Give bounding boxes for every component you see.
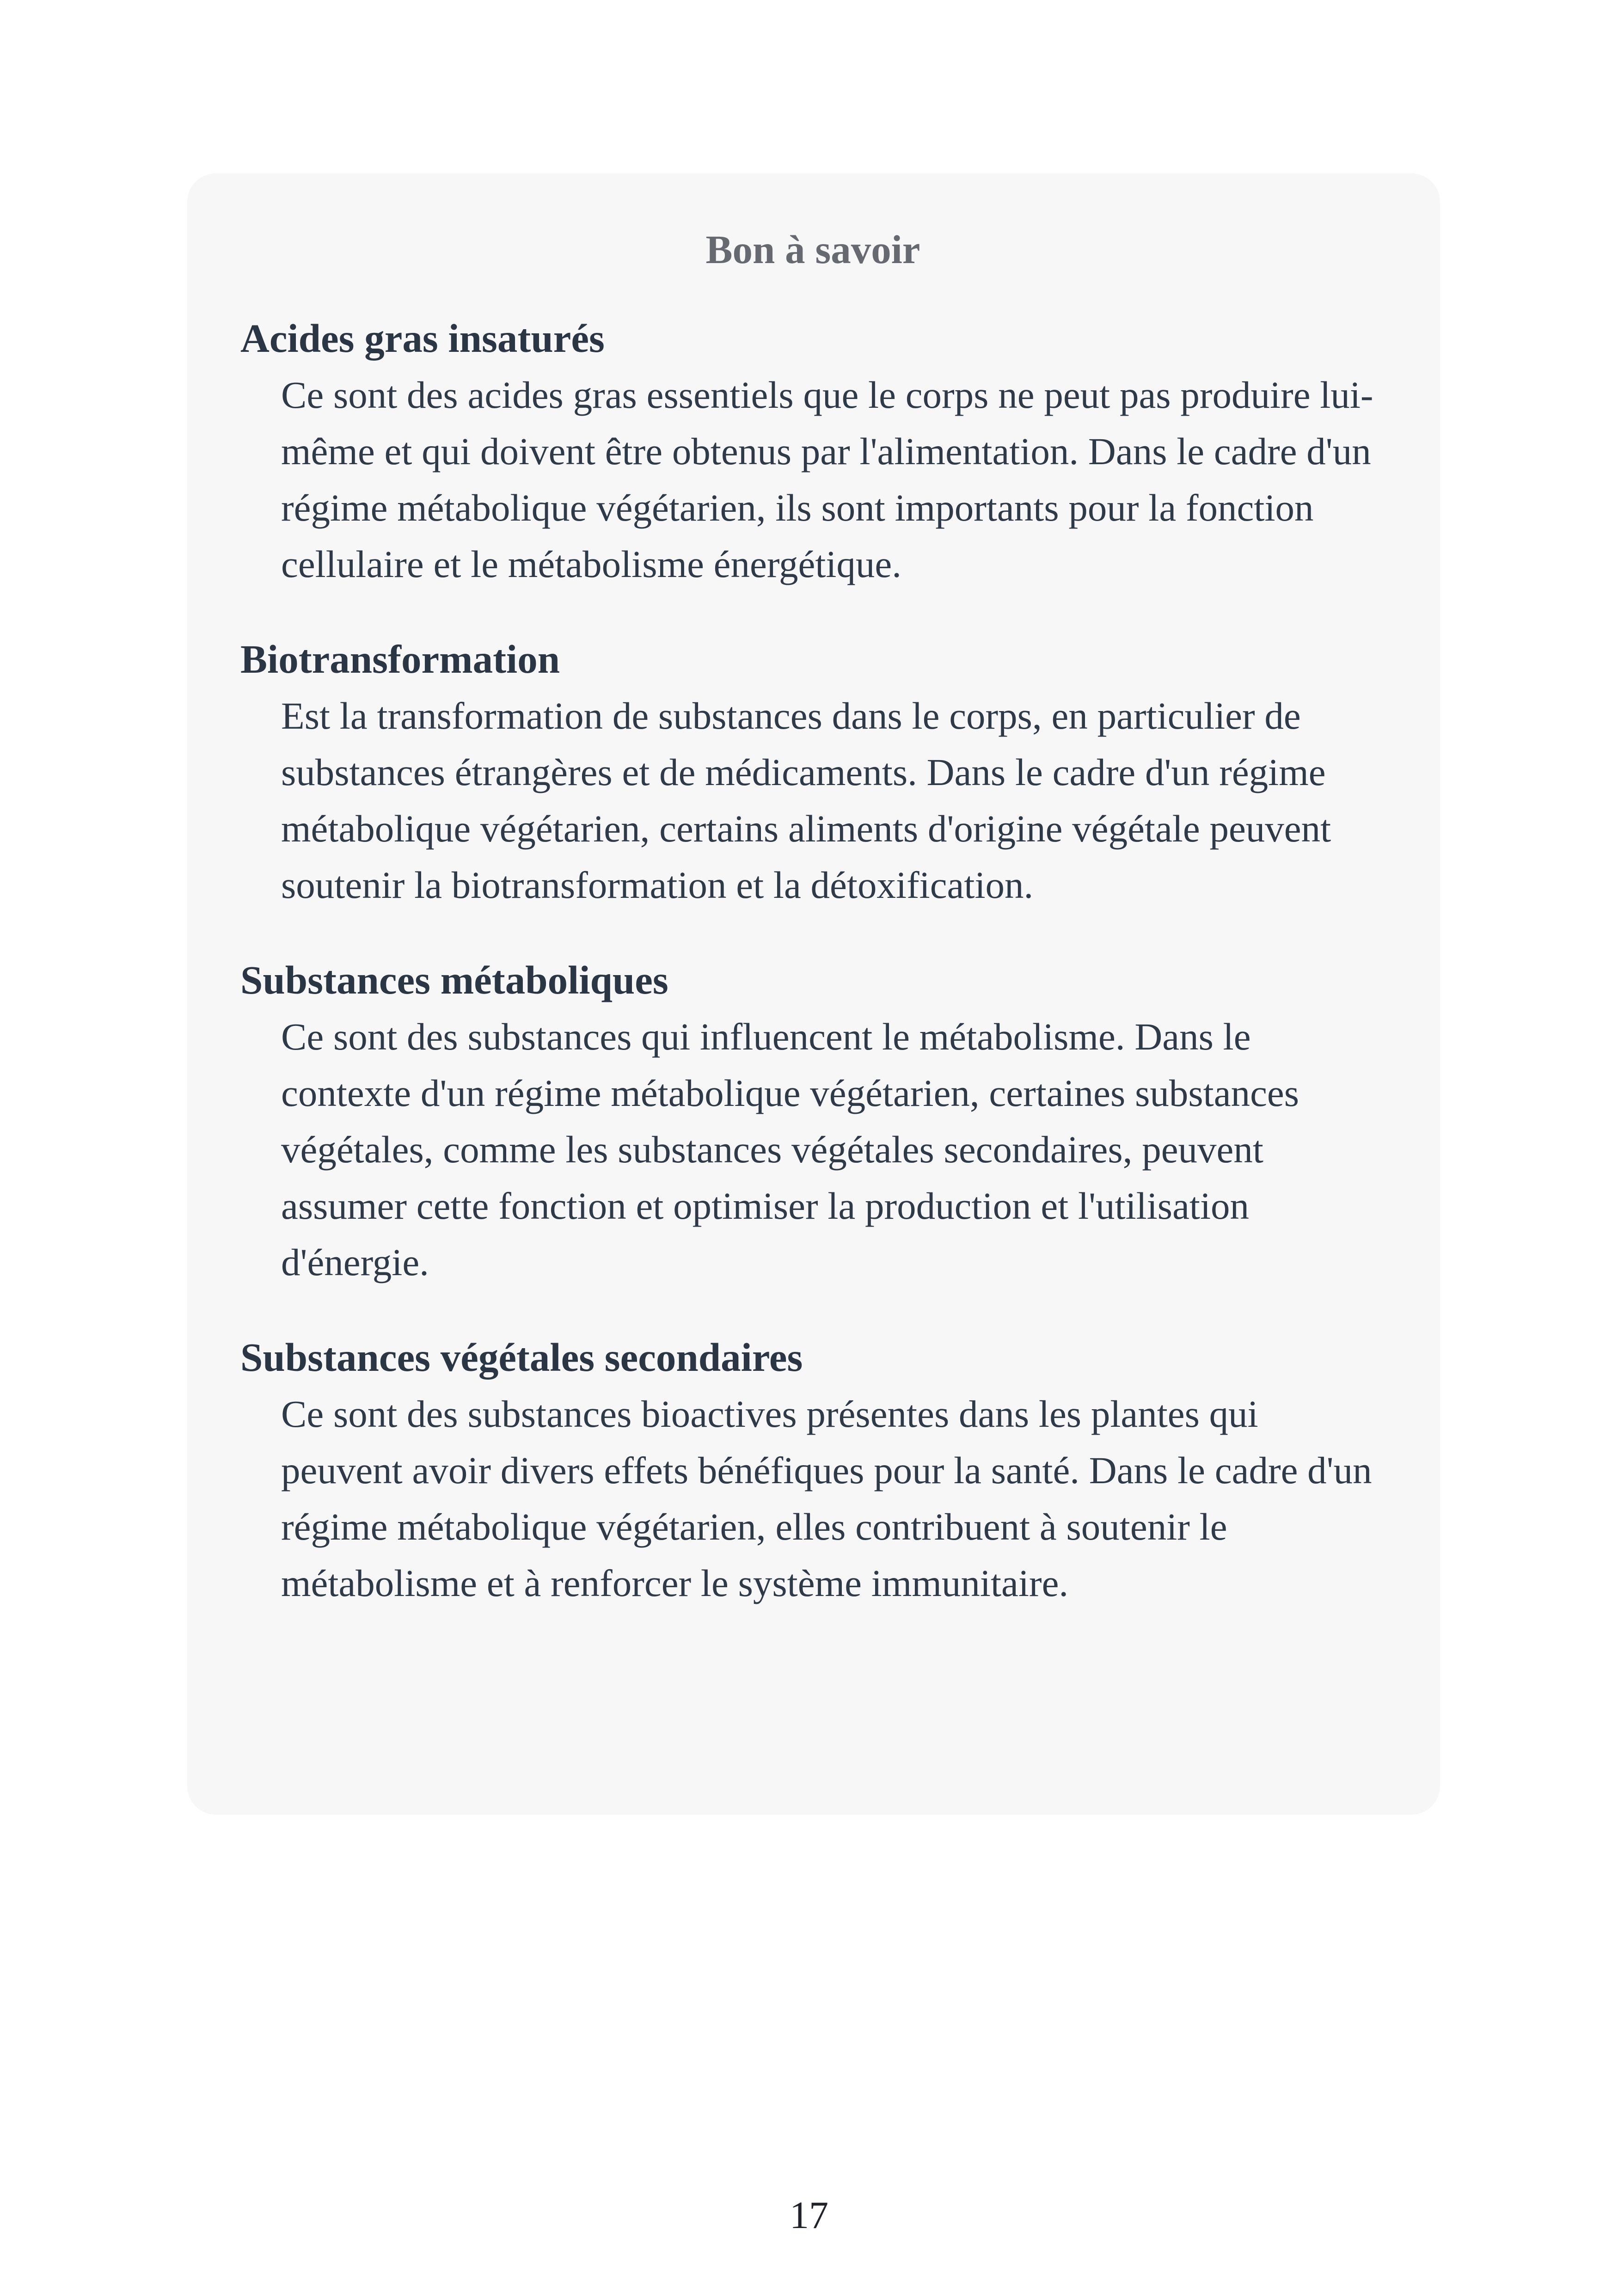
- glossary-term: Acides gras insaturés: [240, 316, 605, 361]
- glossary-entry: [240, 955, 1385, 1290]
- glossary-term: Biotransformation: [240, 637, 560, 681]
- glossary-definition: Est la transformation de substances dans le corps, en particulier de substances étrangères et de médicaments. Dans le cadre d'un régime métabolique végétarien, certains aliments d'origine végétale peuvent soutenir la biotransformation et la détoxification.: [281, 694, 1331, 906]
- info-box-title: Bon à savoir: [705, 227, 920, 272]
- glossary-entry: [240, 1332, 1385, 1611]
- glossary-definition: Ce sont des acides gras essentiels que le corps ne peut pas produire lui-même et qui doivent être obtenus par l'alimentation. Dans le cadre d'un régime métabolique végétarien, ils sont importants pour la fonction cellulaire et le métabolisme énergétique.: [281, 374, 1373, 585]
- glossary-definition: Ce sont des substances bioactives présentes dans les plantes qui peuvent avoir divers effets bénéfiques pour la santé. Dans le cadre d'un régime métabolique végétarien, elles contribuent à soutenir le métabolisme et à renforcer le système immunitaire.: [281, 1393, 1372, 1604]
- glossary-term: Substances végétales secondaires: [240, 1335, 803, 1380]
- glossary-entry: [240, 634, 1385, 913]
- info-box: [187, 173, 1440, 1815]
- glossary-entry: [240, 313, 1385, 592]
- glossary-definition: Ce sont des substances qui influencent le métabolisme. Dans le contexte d'un régime métabolique végétarien, certaines substances végétales, comme les substances végétales secondaires, peuvent assumer cette fonction et optimiser la production et l'utilisation d'énergie.: [281, 1015, 1299, 1283]
- page-number: 17: [790, 2194, 828, 2237]
- glossary-term: Substances métaboliques: [240, 958, 668, 1002]
